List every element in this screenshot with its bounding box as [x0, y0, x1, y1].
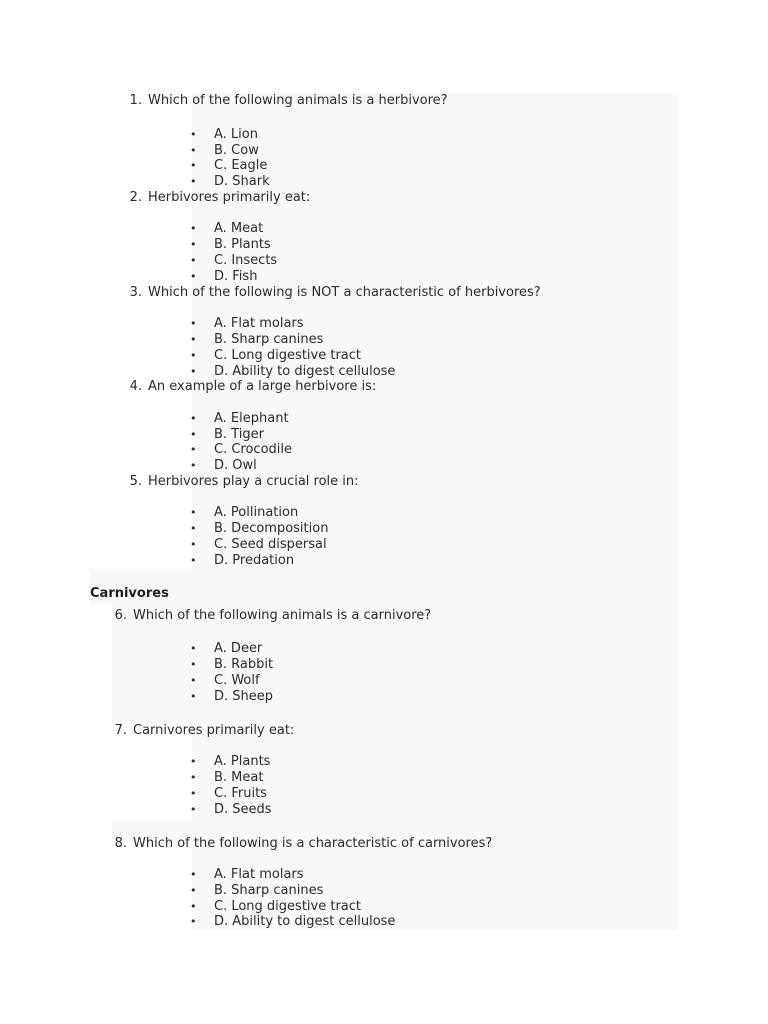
bullet-icon: •: [190, 365, 197, 378]
answer-option: • D. Shark: [190, 174, 270, 189]
bullet-icon: •: [190, 868, 197, 881]
bullet-icon: •: [190, 443, 197, 456]
answer-option: • A. Flat molars: [190, 867, 304, 882]
bullet-icon: •: [190, 506, 197, 519]
answer-option: • A. Flat molars: [190, 316, 304, 331]
bullet-icon: •: [190, 538, 197, 551]
question-number: 7.: [114, 723, 127, 738]
answer-option: • D. Owl: [190, 458, 257, 473]
question-text: Carnivores primarily eat:: [133, 723, 295, 738]
bullet-icon: •: [190, 412, 197, 425]
bullet-icon: •: [190, 222, 197, 235]
question-8: [107, 836, 492, 852]
answer-option: • D. Predation: [190, 553, 295, 568]
section-heading: Carnivores: [90, 586, 169, 601]
question-text: An example of a large herbivore is:: [148, 379, 377, 394]
question-3: [122, 285, 541, 301]
answer-option: • B. Tiger: [190, 427, 264, 442]
answer-option: • C. Crocodile: [190, 442, 293, 457]
bullet-icon: •: [190, 803, 197, 816]
background-panel: [90, 569, 678, 605]
question-4: [122, 379, 376, 395]
answer-option: • A. Plants: [190, 754, 271, 769]
answer-option: • B. Plants: [190, 237, 271, 252]
bullet-icon: •: [190, 915, 197, 928]
answer-option: • B. Decomposition: [190, 521, 329, 536]
question-5: [122, 474, 359, 490]
question-text: Which of the following animals is a herbivore?: [148, 93, 448, 108]
question-6: [107, 608, 431, 624]
bullet-icon: •: [190, 159, 197, 172]
question-number: 3.: [129, 285, 142, 300]
answer-option: • C. Seed dispersal: [190, 537, 327, 552]
question-number: 2.: [129, 190, 142, 205]
question-text: Which of the following is a characteristic of carnivores?: [133, 836, 493, 851]
answer-option: • D. Seeds: [190, 802, 272, 817]
answer-option: • A. Lion: [190, 127, 258, 142]
bullet-icon: •: [190, 674, 197, 687]
answer-option: • C. Wolf: [190, 673, 260, 688]
bullet-icon: •: [190, 238, 197, 251]
bullet-icon: •: [190, 254, 197, 267]
bullet-icon: •: [190, 755, 197, 768]
answer-option: • A. Pollination: [190, 505, 299, 520]
bullet-icon: •: [190, 270, 197, 283]
answer-option: • B. Cow: [190, 143, 259, 158]
answer-option: • C. Insects: [190, 253, 278, 268]
question-number: 8.: [114, 836, 127, 851]
answer-option: • D. Sheep: [190, 689, 274, 704]
bullet-icon: •: [190, 349, 197, 362]
bullet-icon: •: [190, 642, 197, 655]
answer-option: • C. Long digestive tract: [190, 348, 362, 363]
bullet-icon: •: [190, 554, 197, 567]
question-number: 1.: [129, 93, 142, 108]
question-number: 5.: [129, 474, 142, 489]
bullet-icon: •: [190, 690, 197, 703]
bullet-icon: •: [190, 317, 197, 330]
answer-option: • B. Sharp canines: [190, 332, 324, 347]
answer-option: • D. Fish: [190, 269, 258, 284]
question-text: Herbivores primarily eat:: [148, 190, 311, 205]
question-2: [122, 190, 310, 206]
bullet-icon: •: [190, 771, 197, 784]
answer-option: • D. Ability to digest cellulose: [190, 914, 396, 929]
answer-option: • D. Ability to digest cellulose: [190, 364, 396, 379]
bullet-icon: •: [190, 144, 197, 157]
question-1: [122, 93, 448, 109]
bullet-icon: •: [190, 522, 197, 535]
bullet-icon: •: [190, 428, 197, 441]
question-text: Which of the following animals is a carnivore?: [133, 608, 432, 623]
bullet-icon: •: [190, 900, 197, 913]
answer-option: • C. Eagle: [190, 158, 268, 173]
bullet-icon: •: [190, 884, 197, 897]
background-panel: [112, 705, 678, 725]
question-number: 4.: [129, 379, 142, 394]
answer-option: • C. Long digestive tract: [190, 899, 362, 914]
answer-option: • C. Fruits: [190, 786, 267, 801]
question-number: 6.: [114, 608, 127, 623]
answer-option: • B. Meat: [190, 770, 264, 785]
answer-option: • A. Meat: [190, 221, 264, 236]
bullet-icon: •: [190, 175, 197, 188]
answer-option: • A. Elephant: [190, 411, 289, 426]
bullet-icon: •: [190, 128, 197, 141]
answer-option: • B. Sharp canines: [190, 883, 324, 898]
question-text: Herbivores play a crucial role in:: [148, 474, 359, 489]
bullet-icon: •: [190, 658, 197, 671]
bullet-icon: •: [190, 459, 197, 472]
bullet-icon: •: [190, 333, 197, 346]
question-7: [107, 723, 294, 739]
bullet-icon: •: [190, 787, 197, 800]
answer-option: • B. Rabbit: [190, 657, 274, 672]
question-text: Which of the following is NOT a characteristic of herbivores?: [148, 285, 541, 300]
answer-option: • A. Deer: [190, 641, 263, 656]
